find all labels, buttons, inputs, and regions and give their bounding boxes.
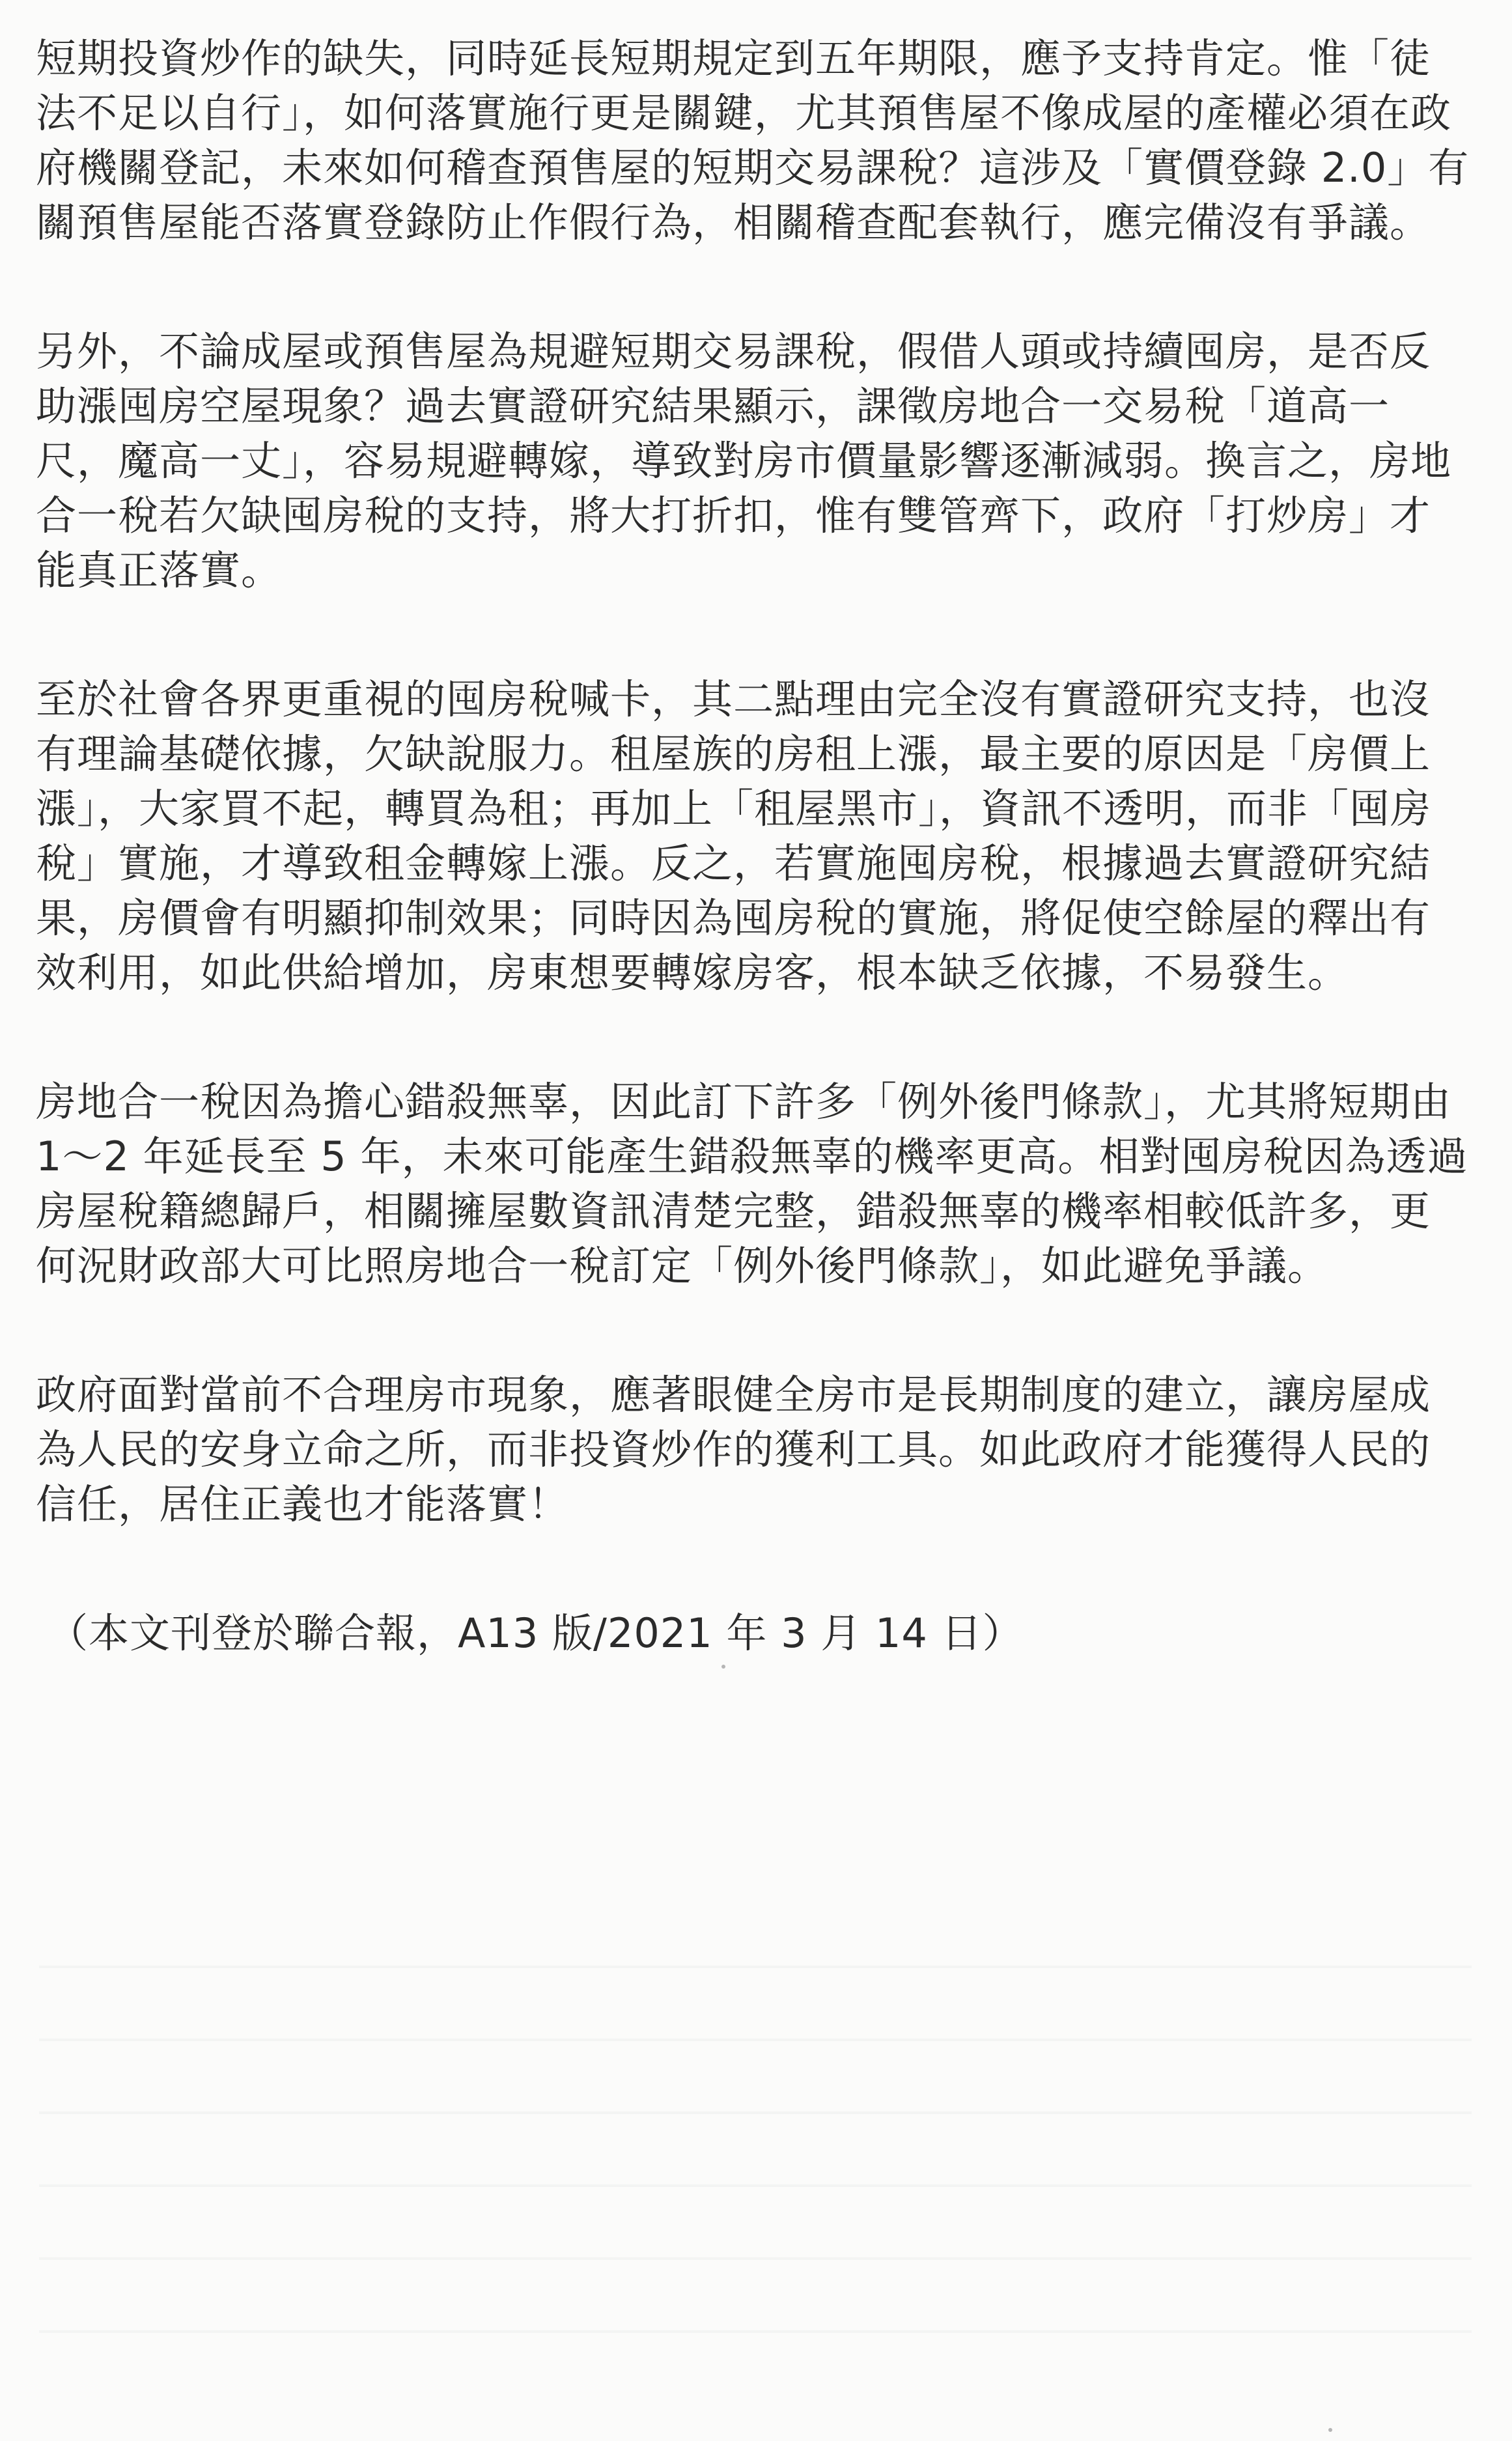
text-line: 果，房價會有明顯抑制效果；同時因為囤房稅的實施，將促使空餘屋的釋出有 <box>36 894 1431 942</box>
scan-speck <box>1328 2428 1332 2432</box>
paragraph-1 <box>36 31 1488 250</box>
text-line: 合一稅若欠缺囤房稅的支持，將大打折扣，惟有雙管齊下，政府「打炒房」才 <box>36 492 1431 539</box>
text-line: 信任，居住正義也才能落實！ <box>36 1480 570 1528</box>
publication-citation <box>36 1606 1488 1661</box>
paragraph-3 <box>36 672 1488 1000</box>
text-line: 尺，魔高一丈」，容易規避轉嫁，導致對房市價量影響逐漸減弱。換言之，房地 <box>36 437 1452 485</box>
text-line: 稅」實施，才導致租金轉嫁上漲。反之，若實施囤房稅，根據過去實證研究結 <box>36 840 1431 887</box>
paragraph-5 <box>36 1368 1488 1532</box>
text-line: 有理論基礎依據，欠缺說服力。租屋族的房租上漲，最主要的原因是「房價上 <box>36 730 1431 778</box>
text-line: 短期投資炒作的缺失，同時延長短期規定到五年期限，應予支持肯定。惟「徒 <box>36 35 1431 82</box>
text-line: 為人民的安身立命之所，而非投資炒作的獲利工具。如此政府才能獲得人民的 <box>36 1426 1431 1473</box>
text-line: 府機關登記，未來如何稽查預售屋的短期交易課稅？這涉及「實價登錄 2.0」有 <box>36 144 1470 191</box>
text-line: 漲」，大家買不起，轉買為租；再加上「租屋黑市」，資訊不透明，而非「囤房 <box>36 785 1432 832</box>
text-line: 助漲囤房空屋現象？過去實證研究結果顯示，課徵房地合一交易稅「道高一 <box>36 382 1390 430</box>
text-line: 1～2 年延長至 5 年，未來可能產生錯殺無辜的機率更高。相對囤房稅因為透過 <box>36 1133 1468 1180</box>
text-line: 何況財政部大可比照房地合一稅訂定「例外後門條款」，如此避免爭議。 <box>36 1242 1329 1290</box>
bleed-through-texture <box>39 1928 1472 2345</box>
text-line: 效利用，如此供給增加，房東想要轉嫁房客，根本缺乏依據，不易發生。 <box>36 949 1349 996</box>
text-line: 房屋稅籍總歸戶，相關擁屋數資訊清楚完整，錯殺無辜的機率相較低許多，更 <box>36 1187 1431 1235</box>
text-line: 能真正落實。 <box>36 546 283 594</box>
paragraph-4 <box>36 1075 1488 1293</box>
text-line: 另外，不論成屋或預售屋為規避短期交易課稅，假借人頭或持續囤房，是否反 <box>36 328 1431 375</box>
citation-text: （本文刊登於聯合報，A13 版/2021 年 3 月 14 日） <box>48 1609 1024 1657</box>
text-line: 法不足以自行」，如何落實施行更是關鍵，尤其預售屋不像成屋的產權必須在政 <box>36 89 1452 137</box>
text-line: 政府面對當前不合理房市現象，應著眼健全房市是長期制度的建立，讓房屋成 <box>36 1371 1431 1418</box>
article-body <box>36 31 1488 1661</box>
paragraph-2 <box>36 324 1488 598</box>
text-line: 至於社會各界更重視的囤房稅喊卡，其二點理由完全沒有實證研究支持，也沒 <box>36 675 1431 723</box>
scan-speck <box>721 1665 725 1669</box>
text-line: 房地合一稅因為擔心錯殺無辜，因此訂下許多「例外後門條款」，尤其將短期由 <box>36 1078 1452 1125</box>
text-line: 關預售屋能否落實登錄防止作假行為，相關稽查配套執行，應完備沒有爭議。 <box>36 199 1431 246</box>
